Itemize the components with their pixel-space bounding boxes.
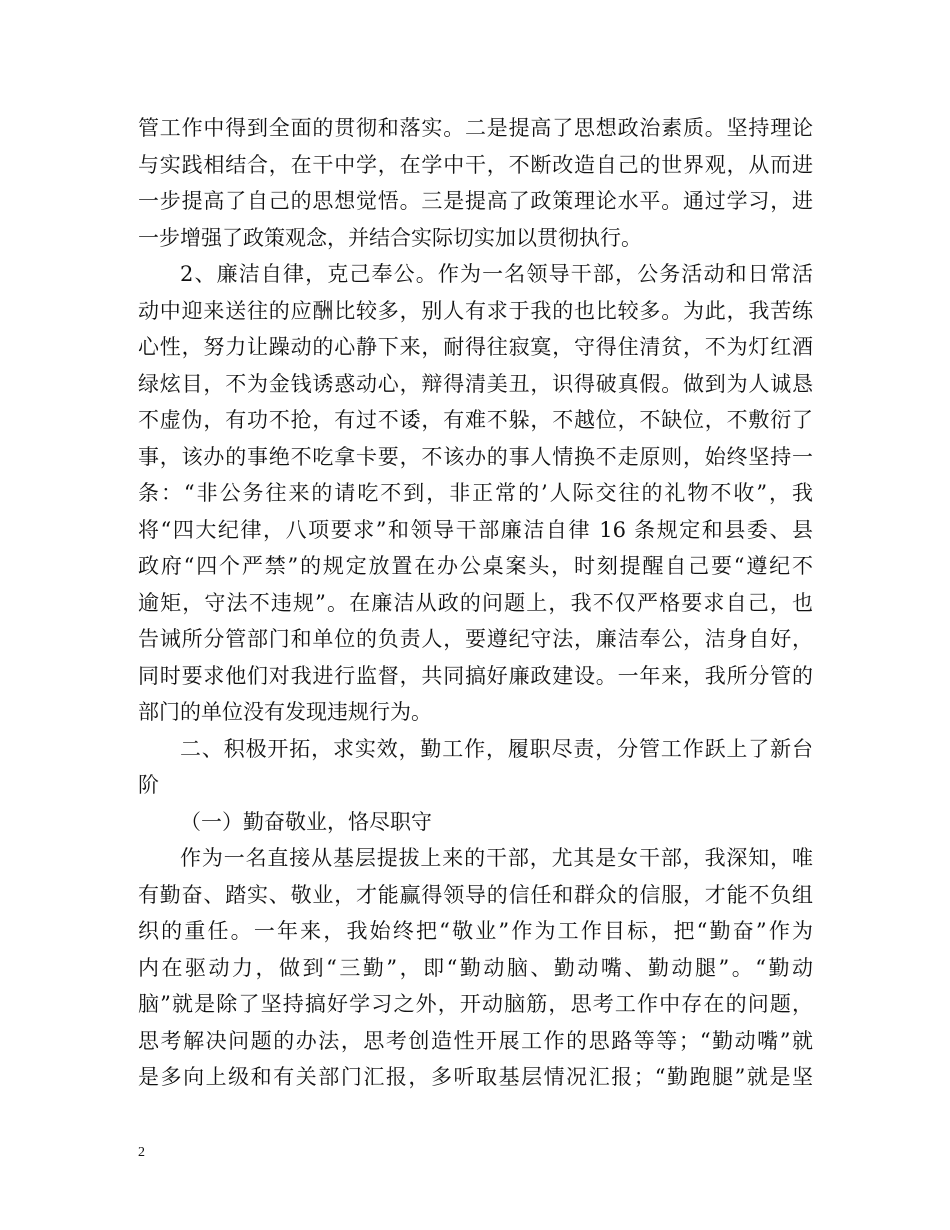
text-line: 条：“非公务往来的请吃不到，非正常的’人际交往的礼物不收”，我 xyxy=(138,481,813,505)
text-line: 2、廉洁自律，克己奉公。作为一名领导干部，公务活动和日常活 xyxy=(180,262,813,286)
text-line: 有勤奋、踏实、敬业，才能赢得领导的信任和群众的信服，才能不负组 xyxy=(138,882,813,907)
text-line: 部门的单位没有发现违规行为。 xyxy=(138,700,432,724)
text-line: 告诫所分管部门和单位的负责人，要遵纪守法，廉洁奉公，洁身自好， xyxy=(138,627,813,651)
text-line: 不虚伪，有功不抢，有过不诿，有难不躲，不越位，不缺位，不敷衍了 xyxy=(138,408,813,432)
text-line: 阶 xyxy=(138,773,159,797)
text-line: 政府“四个严禁”的规定放置在办公桌案头，时刻提醒自己要“遵纪不 xyxy=(138,554,813,578)
text-line: 将“四大纪律，八项要求”和领导干部廉洁自律 16 条规定和县委、县 xyxy=(138,517,813,542)
text-line: 织的重任。一年来，我始终把“敬业”作为工作目标，把“勤奋”作为 xyxy=(138,919,813,943)
text-line: 二、积极开拓，求实效，勤工作，履职尽责，分管工作跃上了新台 xyxy=(180,736,813,761)
page-number: 2 xyxy=(138,1145,145,1160)
text-line: 与实践相结合，在干中学，在学中干，不断改造自己的世界观，从而进 xyxy=(138,152,813,177)
text-line: （一）勤奋敬业，恪尽职守 xyxy=(180,809,432,834)
text-line: 动中迎来送往的应酬比较多，别人有求于我的也比较多。为此，我苦练 xyxy=(138,298,813,323)
text-line: 思考解决问题的办法，思考创造性开展工作的思路等等；“勤动嘴”就 xyxy=(138,1028,813,1053)
text-line: 同时要求他们对我进行监督，共同搞好廉政建设。一年来，我所分管的 xyxy=(138,663,813,688)
document-body xyxy=(138,110,813,1096)
text-line: 事，该办的事绝不吃拿卡要，不该办的事人情换不走原则，始终坚持一 xyxy=(138,444,813,469)
text-line: 脑”就是除了坚持搞好学习之外，开动脑筋，思考工作中存在的问题， xyxy=(138,992,813,1016)
text-line: 管工作中得到全面的贯彻和落实。二是提高了思想政治素质。坚持理论 xyxy=(138,116,813,140)
text-line: 作为一名直接从基层提拔上来的干部，尤其是女干部，我深知，唯 xyxy=(180,846,813,870)
text-line: 是多向上级和有关部门汇报，多听取基层情况汇报；“勤跑腿”就是坚 xyxy=(138,1065,813,1089)
text-line: 绿炫目，不为金钱诱惑动心，辩得清美丑，识得破真假。做到为人诚恳 xyxy=(138,371,813,396)
text-line: 一步增强了政策观念，并结合实际切实加以贯彻执行。 xyxy=(138,225,642,250)
text-line: 心性，努力让躁动的心静下来，耐得往寂寞，守得住清贫，不为灯红酒 xyxy=(138,335,813,359)
text-line: 逾矩，守法不违规”。在廉洁从政的问题上，我不仅严格要求自己，也 xyxy=(138,590,813,615)
text-line: 内在驱动力，做到“三勤”，即“勤动脑、勤动嘴、勤动腿”。“勤动 xyxy=(138,955,813,980)
text-line: 一步提高了自己的思想觉悟。三是提高了政策理论水平。通过学习，进 xyxy=(138,189,813,213)
